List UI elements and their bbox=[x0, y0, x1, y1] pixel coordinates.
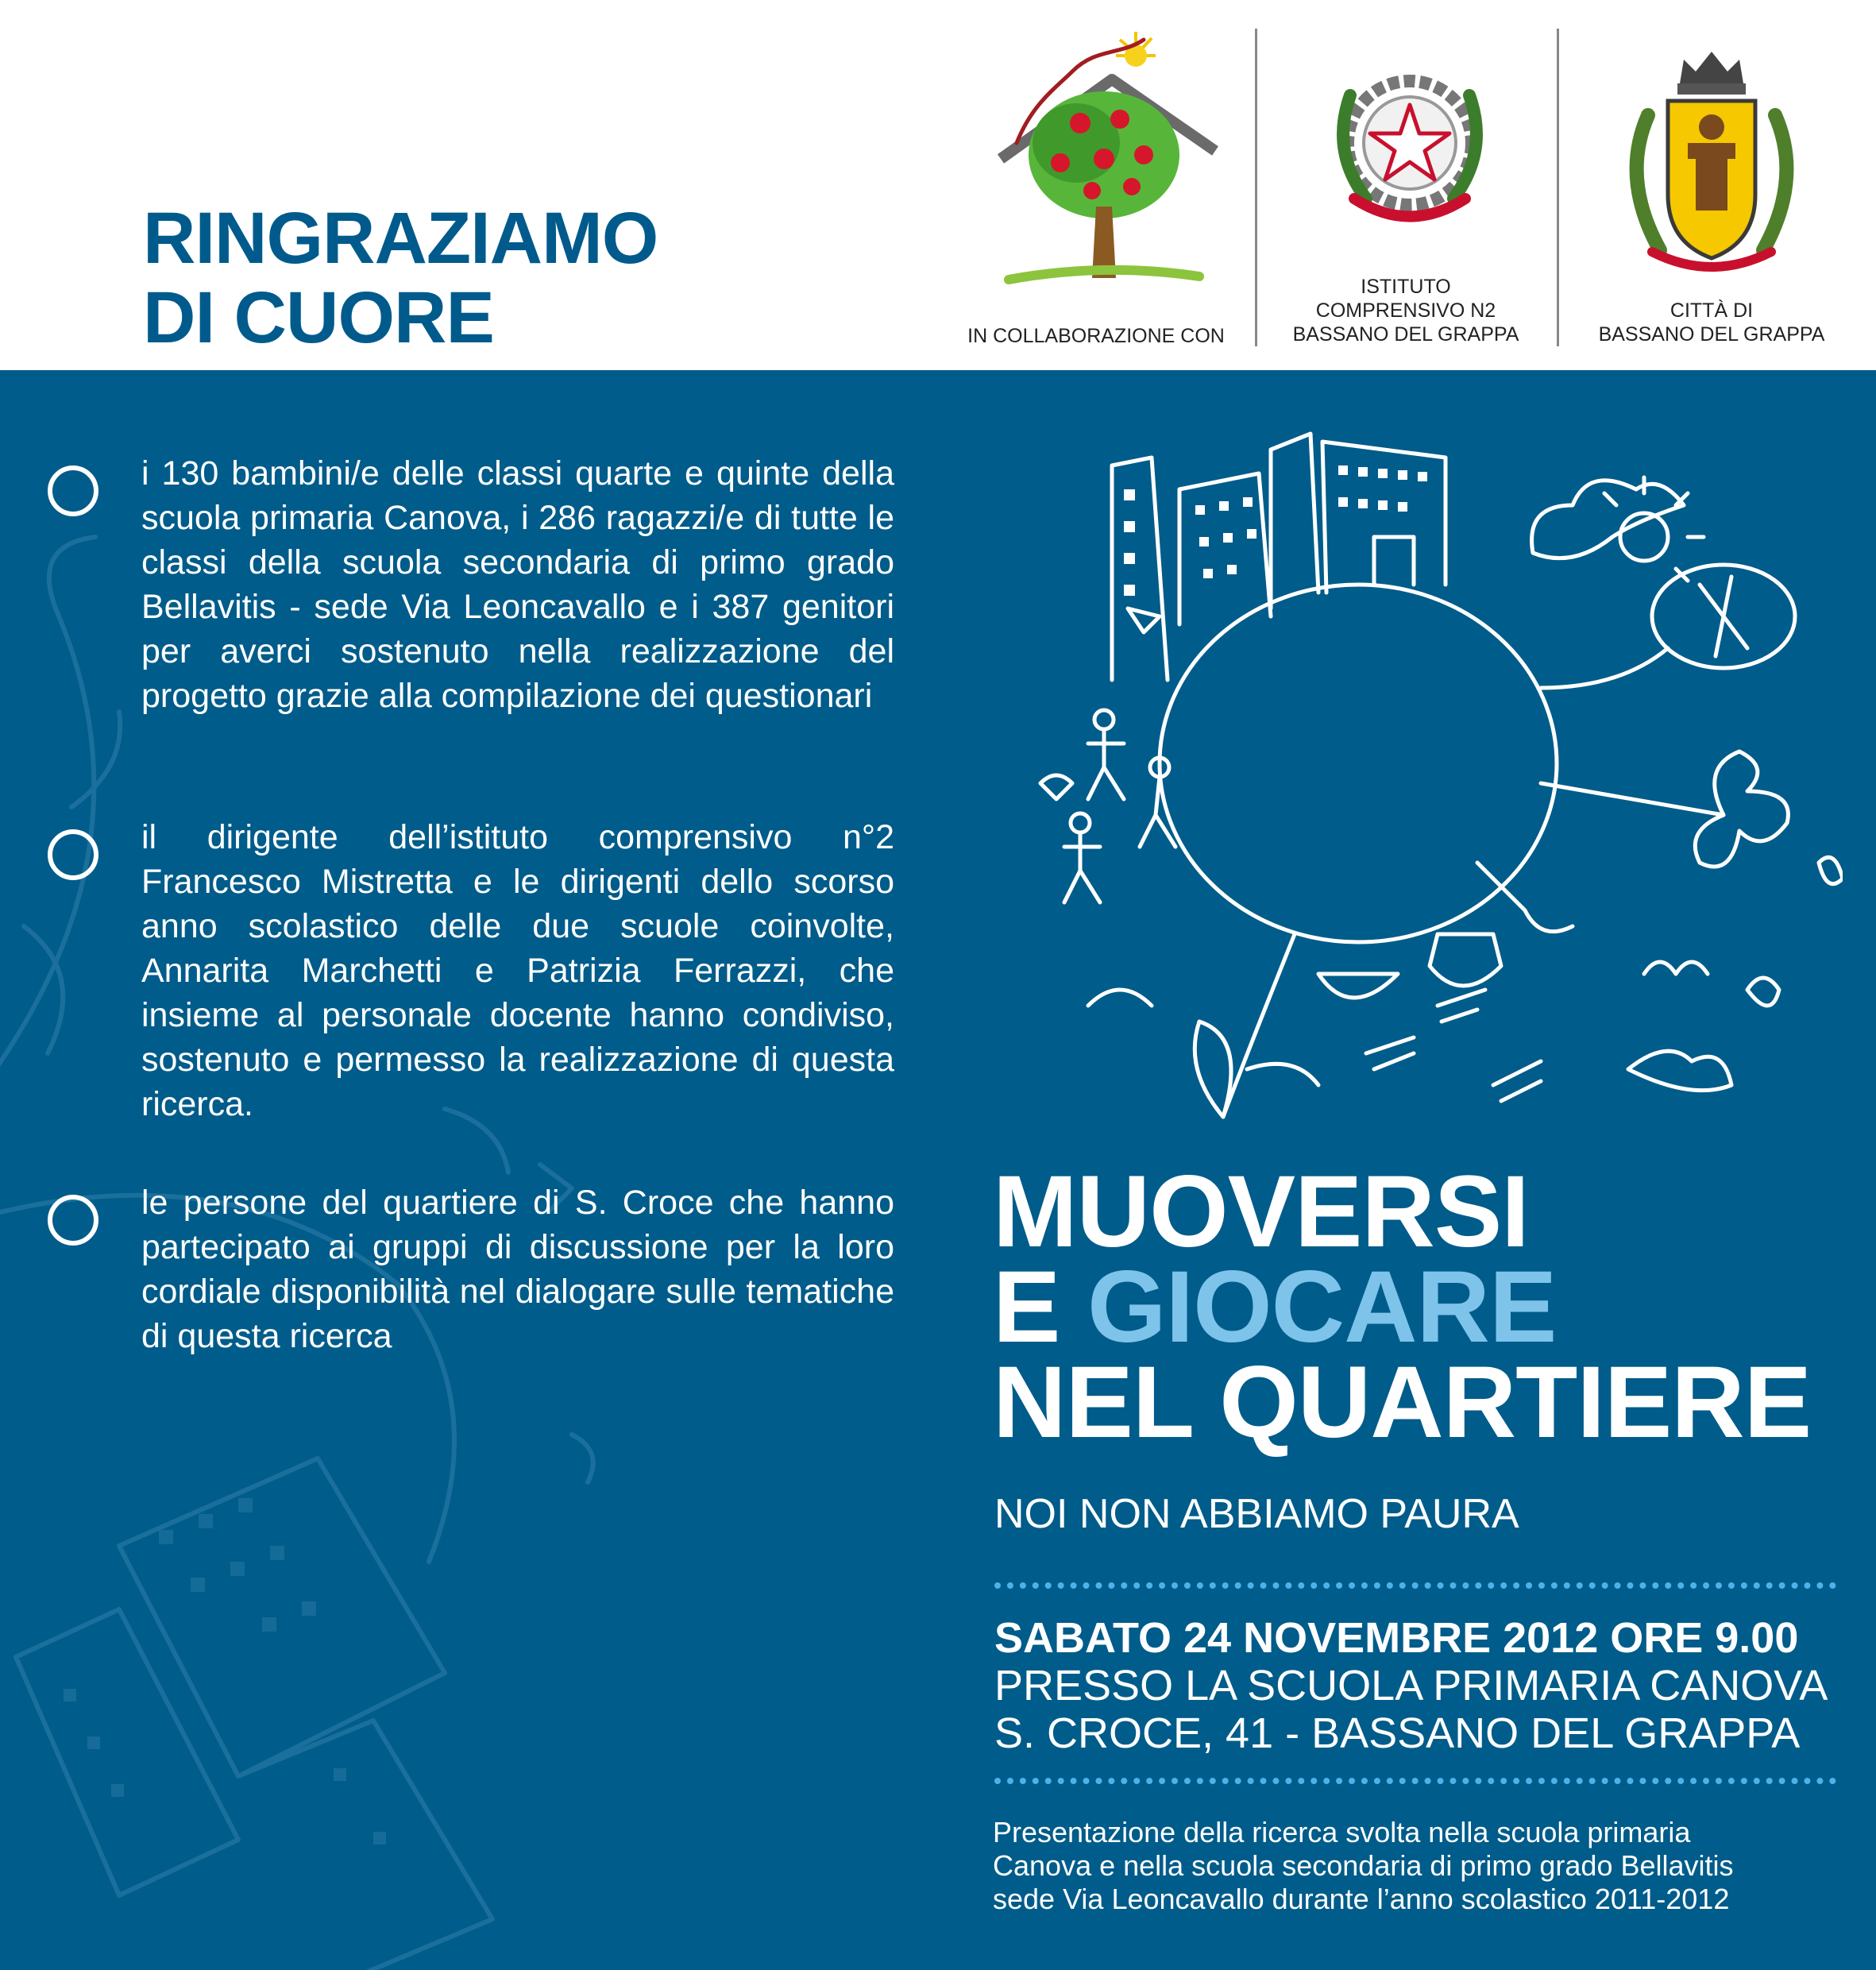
city-coat-of-arms-icon bbox=[1604, 44, 1819, 282]
thanks-title-line-2: DI CUORE bbox=[143, 277, 494, 358]
bullet-circle-icon bbox=[48, 829, 98, 880]
header bbox=[0, 0, 1876, 370]
event-title-line-1: MUOVERSI bbox=[993, 1155, 1529, 1269]
thanks-item-2: il dirigente dell’istituto comprensivo n°2 Francesco Mistretta e le dirigenti dello scorso anno scolastico delle due scuole coinvolte, Annarita Marchetti e Patrizia Ferrazzi, che insieme al personale docente hanno condiviso, sostenuto e permesso la realizzazione di questa ricerca. bbox=[141, 818, 894, 1123]
dotted-divider-top bbox=[994, 1582, 1836, 1589]
thanks-title-line-1: RINGRAZIAMO bbox=[143, 198, 658, 279]
thanks-title bbox=[143, 199, 658, 357]
event-venue-line-1: PRESSO LA SCUOLA PRIMARIA CANOVA bbox=[994, 1662, 1828, 1709]
bullet-circle-icon bbox=[48, 1195, 98, 1246]
thanks-item-3: le persone del quartiere di S. Croce che hanno partecipato ai gruppi di discussione per la loro cordiale disponibilità nel dialogare sulle tematiche di questa ricerca bbox=[141, 1184, 894, 1355]
istituto-caption-line-2: COMPRENSIVO N2 bbox=[1315, 299, 1496, 322]
globe-neighbourhood-illustration-icon bbox=[985, 418, 1843, 1133]
istituto-caption bbox=[1271, 275, 1541, 346]
event-title-line-2 bbox=[993, 1250, 1811, 1364]
treehouse-logo-icon bbox=[985, 24, 1223, 286]
event-description-line-3: sede Via Leoncavallo durante l’anno scolastico 2011-2012 bbox=[993, 1883, 1730, 1915]
dotted-divider-bottom bbox=[994, 1778, 1836, 1784]
citta-caption-line-1: CITTÀ DI bbox=[1669, 299, 1754, 322]
event-subtitle: NOI NON ABBIAMO PAURA bbox=[994, 1491, 1519, 1537]
main-panel bbox=[0, 370, 1876, 1970]
event-title-accent: GIOCARE bbox=[1087, 1250, 1557, 1364]
istituto-caption-line-3: BASSANO DEL GRAPPA bbox=[1292, 323, 1519, 346]
event-date: SABATO 24 NOVEMBRE 2012 ORE 9.00 bbox=[994, 1614, 1799, 1662]
collaboration-label: IN COLLABORAZIONE CON bbox=[967, 325, 1225, 347]
logo-divider-1 bbox=[1255, 29, 1257, 346]
event-title bbox=[993, 1155, 1812, 1459]
event-description-line-1: Presentazione della ricerca svolta nella scuola primaria bbox=[993, 1816, 1691, 1848]
event-description-line-2: Canova e nella scuola secondaria di primo grado Bellavitis bbox=[993, 1849, 1734, 1882]
italian-republic-emblem-icon bbox=[1318, 64, 1501, 238]
event-description bbox=[993, 1816, 1851, 1916]
event-title-e: E bbox=[993, 1250, 1087, 1364]
thanks-item-1: i 130 bambini/e delle classi quarte e quinte della scuola primaria Canova, i 286 ragazzi/e di tutte le classi della scuola secondaria di primo grado Bellavitis - sede Via Leoncavallo e i 387 genitori per averci sostenuto nella realizzazione del progetto grazie alla compilazione dei questionari bbox=[141, 454, 894, 715]
citta-caption-line-2: BASSANO DEL GRAPPA bbox=[1598, 323, 1825, 346]
citta-caption bbox=[1577, 299, 1847, 346]
bullet-circle-icon bbox=[48, 465, 98, 516]
event-venue-line-2: S. CROCE, 41 - BASSANO DEL GRAPPA bbox=[994, 1709, 1801, 1757]
istituto-caption-line-1: ISTITUTO bbox=[1361, 276, 1451, 298]
event-title-line-3: NEL QUARTIERE bbox=[993, 1346, 1812, 1459]
logo-divider-2 bbox=[1557, 29, 1559, 346]
